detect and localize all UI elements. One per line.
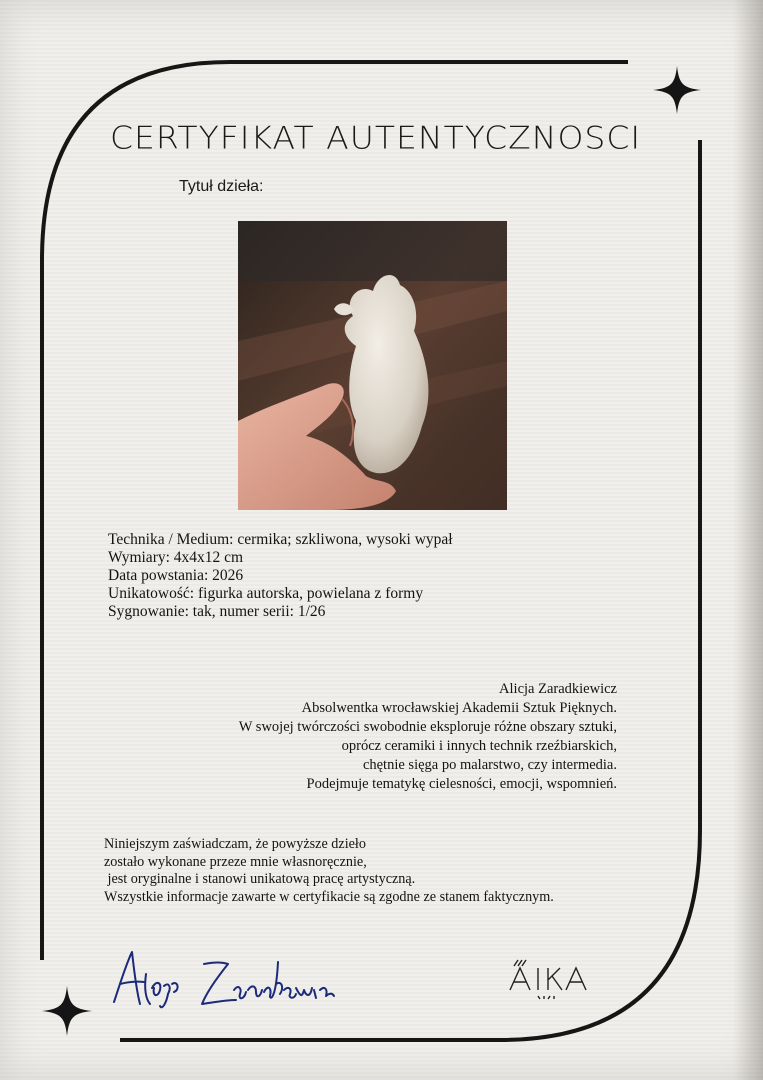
detail-signing: Sygnowanie: tak, numer serii: 1/26 [108, 603, 326, 620]
declaration-line: jest oryginalne i stanowi unikatową pracę artystyczną. [104, 871, 416, 887]
artist-signature [106, 944, 336, 1014]
declaration-line: zostało wykonane przeze mnie własnoręcznie, [104, 853, 367, 870]
bio-line: W swojej twórczości swobodnie eksploruje różne obszary sztuki, [238, 719, 617, 735]
detail-technique: Technika / Medium: cermika; szkliwona, wysoki wypał [108, 531, 453, 548]
bio-line: Absolwentka wrocławskiej Akademii Sztuk Pięknych. [301, 700, 617, 716]
four-point-star-icon [42, 986, 92, 1036]
artwork-details [108, 531, 453, 621]
artist-name: Alicja Zaradkiewicz [499, 681, 617, 697]
declaration-line: Wszystkie informacje zawarte w certyfikacie są zgodne ze stanem faktycznym. [104, 888, 554, 905]
bio-line: oprócz ceramiki i innych technik rzeźbiarskich, [341, 738, 617, 754]
detail-dimensions: Wymiary: 4x4x12 cm [108, 549, 244, 566]
detail-creation-date: Data powstania: 2026 [108, 567, 244, 584]
artist-bio [239, 680, 617, 794]
bio-line: chętnie sięga po malarstwo, czy intermedia. [362, 757, 617, 773]
detail-uniqueness: Unikatowość: figurka autorska, powielana z formy [108, 585, 424, 602]
alka-logo [508, 958, 600, 1000]
artwork-title-label: Tytuł dzieła: [179, 178, 264, 195]
certificate-title: CERTYFIKAT AUTENTYCZNOSCI [110, 118, 642, 157]
bio-line: Podejmuje tematykę cielesności, emocji, wspomnień. [306, 776, 617, 792]
authenticity-declaration [104, 836, 554, 906]
declaration-line: Niniejszym zaświadczam, że powyższe dzieło [104, 836, 366, 852]
four-point-star-icon [653, 66, 701, 114]
artwork-photo [238, 221, 507, 510]
